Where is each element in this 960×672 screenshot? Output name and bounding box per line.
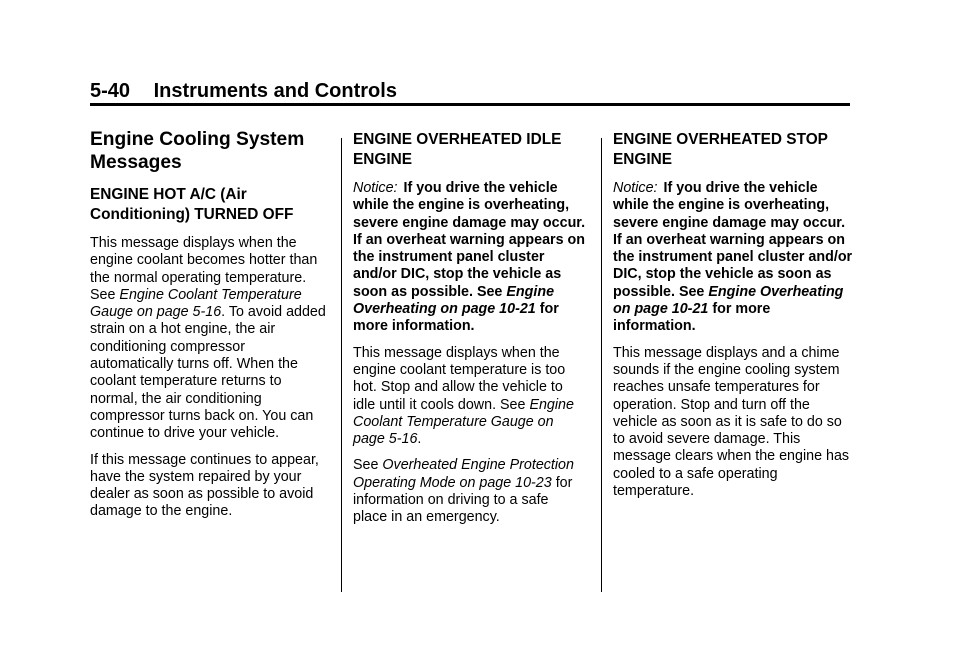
header-text xyxy=(90,80,850,103)
paragraph xyxy=(353,457,586,526)
column-1 xyxy=(90,128,330,530)
text: for more information. xyxy=(353,301,559,335)
text: See xyxy=(353,457,383,474)
notice-label: Notice: xyxy=(613,180,658,196)
page-header xyxy=(90,80,850,103)
message-heading-stop-engine: ENGINE OVERHEATED STOP ENGINE xyxy=(613,131,828,168)
cross-reference: Engine Overheating on page 10-21 xyxy=(353,283,555,318)
paragraph xyxy=(353,345,586,449)
text: This message displays when the engine coolant temperature is too hot. Stop and allow the vehicle to idle until it cools down. See xyxy=(353,344,566,413)
cross-reference: Engine Coolant Temperature Gauge on page 5-16 xyxy=(353,396,574,448)
text: for information on driving to a safe place in an emergency. xyxy=(353,474,573,526)
text: . xyxy=(417,431,422,448)
cross-reference: Engine Coolant Temperature Gauge on page 5-16 xyxy=(90,286,302,321)
cross-reference: Overheated Engine Protection Operating Mode on page 10-23 xyxy=(353,457,574,491)
paragraph: This message displays and a chime sounds if the engine cooling system reaches unsafe temperatures for operation. Stop and turn off the vehicle as soon as it is safe to do so to avoid severe damage. This message clears when the engine has cooled to a safe operating temperature. xyxy=(613,344,850,500)
page-number: 5-40 xyxy=(90,80,131,102)
text: This message displays when the engine coolant becomes hotter than the normal operating temperature. See xyxy=(90,235,318,303)
text: If you drive the vehicle while the engine is overheating, severe engine damage may occur. If an overheat warning appears on the instrument panel cluster and/or DIC, stop the vehicle as soon as possible. See xyxy=(353,180,586,300)
message-heading-idle-engine: ENGINE OVERHEATED IDLE ENGINE xyxy=(353,131,562,168)
notice-label: Notice: xyxy=(353,180,398,196)
header-rule xyxy=(90,103,850,106)
message-heading-engine-hot: ENGINE HOT A/C (Air Conditioning) TURNED OFF xyxy=(90,186,294,223)
section-heading: Engine Cooling System Messages xyxy=(90,129,305,173)
paragraph: If this message continues to appear, have the system repaired by your dealer as soon as possible to avoid damage to the engine. xyxy=(90,451,319,520)
column-divider-2 xyxy=(601,138,602,592)
text: If you drive the vehicle while the engine is overheating, severe engine damage may occur. If an overheat warning appears on the instrument panel cluster and/or DIC, stop the vehicle as soon as possible. See xyxy=(613,180,853,300)
notice xyxy=(613,180,853,336)
column-divider-1 xyxy=(341,138,342,592)
notice xyxy=(353,180,586,336)
column-3 xyxy=(613,128,853,509)
section-title: Instruments and Controls xyxy=(153,80,397,102)
text: . To avoid added strain on a hot engine, the air conditioning compressor automatically turns off. When the coolant temperature returns to normal, the air conditioning compressor turns back on. You can continue to drive your vehicle. xyxy=(90,304,326,442)
cross-reference: Engine Overheating on page 10-21 xyxy=(613,283,844,318)
column-2 xyxy=(353,128,586,536)
paragraph xyxy=(90,235,330,443)
text: for more information. xyxy=(613,301,771,335)
